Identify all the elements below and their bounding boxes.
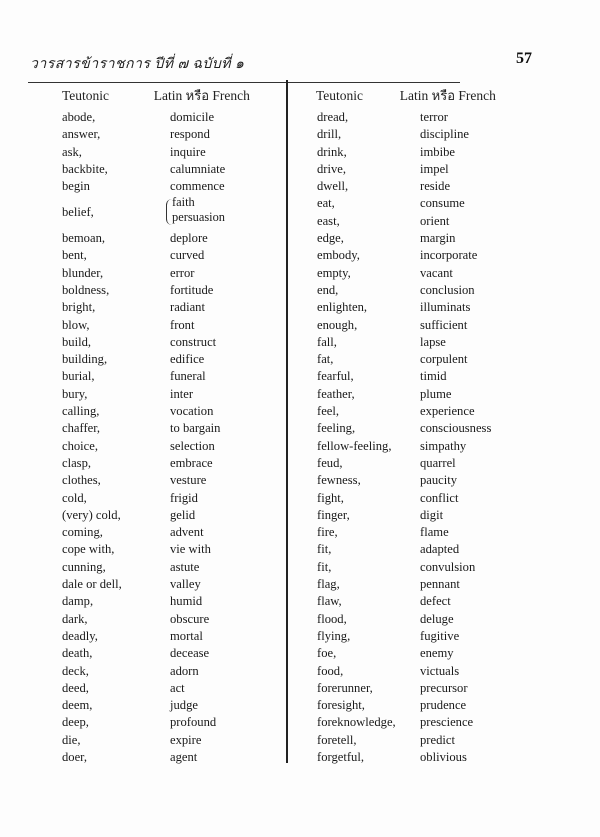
teutonic-word: east, — [317, 213, 340, 228]
teutonic-word: enlighten, — [317, 300, 368, 315]
latin-word: quarrel — [420, 455, 456, 470]
latin-word: advent — [170, 525, 204, 540]
teutonic-word: blow, — [62, 317, 90, 332]
latin-word: adorn — [170, 663, 199, 678]
teutonic-word: ask, — [62, 144, 82, 159]
latin-word: illuminats — [420, 300, 471, 315]
teutonic-word: begin — [62, 179, 90, 194]
latin-word: sufficient — [420, 317, 468, 332]
latin-word: adapted — [420, 542, 460, 557]
latin-word: deplore — [170, 231, 208, 246]
latin-word: prudence — [420, 698, 467, 713]
teutonic-word: eat, — [317, 196, 335, 211]
header-latin: Latin — [153, 88, 183, 103]
latin-word: margin — [420, 231, 456, 246]
latin-word: discipline — [420, 127, 469, 142]
latin-word: precursor — [420, 680, 468, 695]
teutonic-word: enough, — [317, 317, 358, 332]
teutonic-word: flag, — [317, 577, 340, 592]
latin-word: corpulent — [420, 352, 468, 367]
teutonic-word: cunning, — [62, 559, 106, 574]
teutonic-word: clothes, — [62, 473, 101, 488]
teutonic-word: end, — [317, 282, 339, 297]
latin-word: lapse — [420, 334, 446, 349]
teutonic-word: bright, — [62, 300, 96, 315]
teutonic-word: bury, — [62, 386, 88, 401]
teutonic-word: foretell, — [317, 732, 357, 747]
teutonic-word: building, — [62, 352, 108, 367]
teutonic-word: deed, — [62, 680, 89, 695]
teutonic-word: choice, — [62, 438, 99, 453]
teutonic-word: feel, — [317, 404, 340, 419]
header-or: หรือ — [185, 88, 210, 103]
teutonic-word: answer, — [62, 127, 101, 142]
teutonic-word: death, — [62, 646, 93, 661]
teutonic-word: foresight, — [317, 698, 365, 713]
teutonic-word: cold, — [62, 490, 87, 505]
latin-word: vocation — [170, 404, 214, 419]
latin-word: front — [170, 317, 195, 332]
teutonic-word: belief, — [62, 205, 94, 220]
latin-word: prescience — [420, 715, 474, 730]
latin-word: decease — [170, 646, 210, 661]
column-divider — [286, 80, 288, 763]
latin-word: valley — [170, 577, 201, 592]
teutonic-word: chaffer, — [62, 421, 101, 436]
teutonic-word: bemoan, — [62, 231, 106, 246]
teutonic-word: foe, — [317, 646, 337, 661]
latin-word: conflict — [420, 490, 459, 505]
right-column-header — [316, 85, 496, 106]
teutonic-word: forgetful, — [317, 749, 364, 764]
teutonic-word: fit, — [317, 559, 332, 574]
latin-word: convulsion — [420, 559, 476, 574]
latin-word: construct — [170, 334, 217, 349]
left-column-header — [62, 85, 250, 106]
latin-word: conclusion — [420, 282, 475, 297]
latin-word: astute — [170, 559, 200, 574]
teutonic-word: deem, — [62, 698, 93, 713]
teutonic-word: flaw, — [317, 594, 342, 609]
teutonic-word: backbite, — [62, 161, 108, 176]
teutonic-word: drill, — [317, 127, 342, 142]
latin-word: frigid — [170, 490, 198, 505]
latin-word: fortitude — [170, 282, 214, 297]
teutonic-word: fall, — [317, 334, 337, 349]
latin-word: commence — [170, 179, 225, 194]
latin-word: orient — [420, 213, 450, 228]
teutonic-word: (very) cold, — [62, 507, 121, 522]
teutonic-word: fire, — [317, 525, 338, 540]
teutonic-word: coming, — [62, 525, 103, 540]
latin-word: expire — [170, 732, 202, 747]
teutonic-word: feather, — [317, 386, 355, 401]
latin-word: flame — [420, 525, 449, 540]
latin-word: act — [170, 680, 185, 695]
latin-word: plume — [420, 386, 452, 401]
latin-word: pennant — [420, 577, 460, 592]
latin-word: faith — [172, 195, 195, 210]
latin-word: edifice — [170, 352, 205, 367]
teutonic-word: edge, — [317, 231, 344, 246]
latin-word: domicile — [170, 110, 215, 124]
latin-word: mortal — [170, 628, 203, 643]
latin-word: consume — [420, 196, 465, 211]
latin-word: embrace — [170, 455, 213, 470]
latin-word: funeral — [170, 369, 206, 384]
teutonic-word: deck, — [62, 663, 89, 678]
latin-word: persuasion — [172, 210, 225, 225]
latin-word: fugitive — [420, 628, 460, 643]
teutonic-word: build, — [62, 334, 92, 349]
teutonic-word: feeling, — [317, 421, 356, 436]
running-head: วารสารข้าราชการ ปีที่ ๗ ฉบับที่ ๑ — [30, 57, 245, 72]
header-french: French — [458, 88, 496, 103]
teutonic-word: foreknowledge, — [317, 715, 396, 730]
teutonic-word: fearful, — [317, 369, 354, 384]
latin-word: profound — [170, 715, 217, 730]
latin-word: radiant — [170, 300, 205, 315]
latin-word: digit — [420, 507, 444, 522]
page-number: 57 — [516, 50, 532, 67]
teutonic-word: drink, — [317, 144, 347, 159]
latin-word: calumniate — [170, 161, 226, 176]
teutonic-word: cope with, — [62, 542, 115, 557]
teutonic-word: blunder, — [62, 265, 104, 280]
teutonic-word: forerunner, — [317, 680, 373, 695]
latin-word: agent — [170, 749, 198, 764]
teutonic-word: clasp, — [62, 455, 92, 470]
teutonic-word: abode, — [62, 110, 96, 124]
latin-word: selection — [170, 438, 215, 453]
latin-word: error — [170, 265, 195, 280]
header-rule — [28, 82, 460, 83]
latin-word: vie with — [170, 542, 211, 557]
latin-word: respond — [170, 127, 210, 142]
teutonic-word: burial, — [62, 369, 95, 384]
latin-word: inter — [170, 386, 194, 401]
teutonic-word: drive, — [317, 161, 347, 176]
header-teutonic: Teutonic — [62, 88, 110, 103]
latin-word: incorporate — [420, 248, 478, 263]
teutonic-word: doer, — [62, 749, 88, 764]
teutonic-word: boldness, — [62, 282, 110, 297]
teutonic-word: dark, — [62, 611, 88, 626]
header-teutonic: Teutonic — [316, 88, 364, 103]
teutonic-word: feud, — [317, 455, 343, 470]
latin-word: terror — [420, 110, 448, 124]
latin-word: timid — [420, 369, 447, 384]
latin-word: to bargain — [170, 421, 221, 436]
latin-word: vesture — [170, 473, 207, 488]
teutonic-word: food, — [317, 663, 344, 678]
latin-word: consciousness — [420, 421, 492, 436]
header-or: หรือ — [431, 88, 456, 103]
teutonic-word: bent, — [62, 248, 87, 263]
teutonic-word: damp, — [62, 594, 94, 609]
teutonic-word: fellow-feeling, — [317, 438, 392, 453]
latin-word: impel — [420, 161, 449, 176]
latin-word: paucity — [420, 473, 458, 488]
teutonic-word: fat, — [317, 352, 334, 367]
latin-word: gelid — [170, 507, 196, 522]
teutonic-word: fit, — [317, 542, 332, 557]
teutonic-word: fight, — [317, 490, 344, 505]
latin-word: oblivious — [420, 749, 467, 764]
teutonic-word: dread, — [317, 110, 349, 124]
latin-word: reside — [420, 179, 451, 194]
teutonic-word: fewness, — [317, 473, 361, 488]
teutonic-word: finger, — [317, 507, 350, 522]
teutonic-word: empty, — [317, 265, 351, 280]
header-french: French — [212, 88, 250, 103]
latin-word: predict — [420, 732, 455, 747]
latin-word: inquire — [170, 144, 206, 159]
latin-word: obscure — [170, 611, 210, 626]
latin-word: humid — [170, 594, 203, 609]
latin-word: judge — [170, 698, 198, 713]
latin-word: deluge — [420, 611, 454, 626]
latin-word: vacant — [420, 265, 453, 280]
teutonic-word: deadly, — [62, 628, 98, 643]
latin-word: experience — [420, 404, 475, 419]
teutonic-word: deep, — [62, 715, 89, 730]
latin-word: curved — [170, 248, 205, 263]
teutonic-word: calling, — [62, 404, 100, 419]
latin-word: victuals — [420, 663, 460, 678]
teutonic-word: dwell, — [317, 179, 349, 194]
latin-word: enemy — [420, 646, 454, 661]
teutonic-word: die, — [62, 732, 81, 747]
teutonic-word: flood, — [317, 611, 347, 626]
teutonic-word: flying, — [317, 628, 351, 643]
teutonic-word: embody, — [317, 248, 360, 263]
latin-word: simpathy — [420, 438, 467, 453]
teutonic-word: dale or dell, — [62, 577, 122, 592]
header-latin: Latin — [399, 88, 429, 103]
latin-word: defect — [420, 594, 451, 609]
latin-word: imbibe — [420, 144, 455, 159]
